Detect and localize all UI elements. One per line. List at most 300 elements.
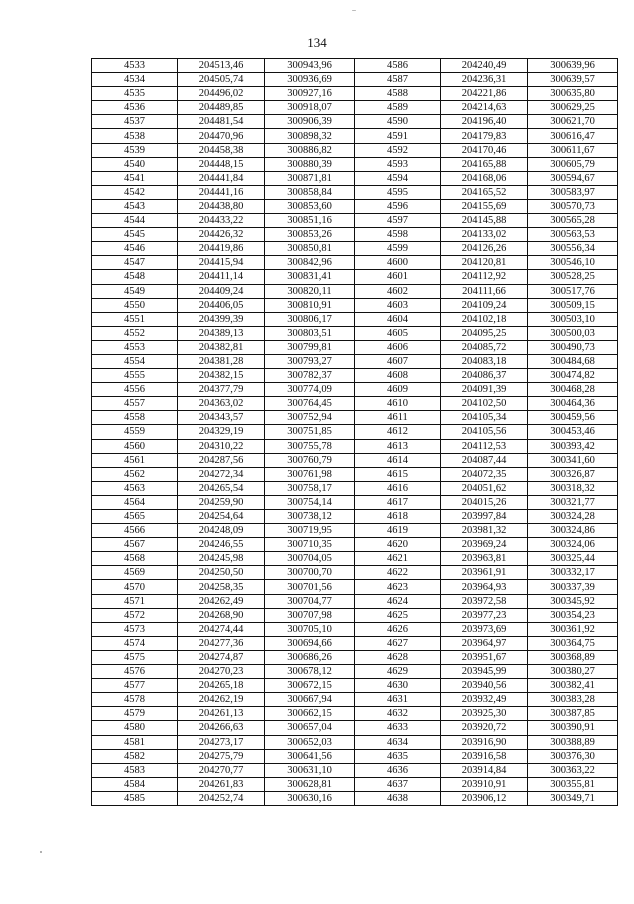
x-coordinate-left-cell: 204419,86 (178, 242, 265, 256)
table-row (92, 707, 618, 721)
x-coordinate-right-cell: 204126,26 (441, 242, 528, 256)
table-row (92, 101, 618, 115)
x-coordinate-right-cell: 203920,72 (441, 721, 528, 735)
table-row (92, 214, 618, 228)
y-coordinate-right-cell: 300376,30 (528, 749, 618, 763)
y-coordinate-right-cell: 300459,56 (528, 411, 618, 425)
y-coordinate-right-cell: 300390,91 (528, 721, 618, 735)
y-coordinate-right-cell: 300363,22 (528, 763, 618, 777)
y-coordinate-right-cell: 300594,67 (528, 171, 618, 185)
point-number-right-cell: 4611 (355, 411, 441, 425)
y-coordinate-right-cell: 300383,28 (528, 693, 618, 707)
x-coordinate-left-cell: 204277,36 (178, 636, 265, 650)
y-coordinate-right-cell: 300468,28 (528, 383, 618, 397)
point-number-left-cell: 4560 (92, 439, 178, 453)
x-coordinate-left-cell: 204254,64 (178, 510, 265, 524)
x-coordinate-right-cell: 203932,49 (441, 693, 528, 707)
y-coordinate-right-cell: 300464,36 (528, 397, 618, 411)
point-number-right-cell: 4587 (355, 73, 441, 87)
point-number-left-cell: 4582 (92, 749, 178, 763)
table-row (92, 650, 618, 664)
x-coordinate-right-cell: 204105,56 (441, 425, 528, 439)
table-row (92, 383, 618, 397)
y-coordinate-left-cell: 300764,45 (265, 397, 355, 411)
y-coordinate-left-cell: 300704,05 (265, 552, 355, 566)
x-coordinate-left-cell: 204287,56 (178, 453, 265, 467)
x-coordinate-right-cell: 204214,63 (441, 101, 528, 115)
y-coordinate-right-cell: 300364,75 (528, 636, 618, 650)
x-coordinate-left-cell: 204272,34 (178, 467, 265, 481)
y-coordinate-right-cell: 300326,87 (528, 467, 618, 481)
x-coordinate-left-cell: 204310,22 (178, 439, 265, 453)
point-number-right-cell: 4632 (355, 707, 441, 721)
y-coordinate-left-cell: 300936,69 (265, 73, 355, 87)
x-coordinate-right-cell: 203914,84 (441, 763, 528, 777)
y-coordinate-right-cell: 300361,92 (528, 622, 618, 636)
x-coordinate-right-cell: 203925,30 (441, 707, 528, 721)
point-number-left-cell: 4551 (92, 312, 178, 326)
y-coordinate-right-cell: 300321,77 (528, 495, 618, 509)
table-row (92, 397, 618, 411)
point-number-left-cell: 4573 (92, 622, 178, 636)
y-coordinate-left-cell: 300657,04 (265, 721, 355, 735)
point-number-left-cell: 4548 (92, 270, 178, 284)
point-number-left-cell: 4541 (92, 171, 178, 185)
y-coordinate-left-cell: 300630,16 (265, 791, 355, 805)
table-row (92, 73, 618, 87)
x-coordinate-left-cell: 204265,18 (178, 679, 265, 693)
y-coordinate-right-cell: 300382,41 (528, 679, 618, 693)
y-coordinate-left-cell: 300667,94 (265, 693, 355, 707)
point-number-left-cell: 4554 (92, 354, 178, 368)
y-coordinate-left-cell: 300755,78 (265, 439, 355, 453)
point-number-left-cell: 4575 (92, 650, 178, 664)
table-row (92, 467, 618, 481)
table-row (92, 199, 618, 213)
x-coordinate-left-cell: 204262,49 (178, 594, 265, 608)
x-coordinate-left-cell: 204389,13 (178, 326, 265, 340)
y-coordinate-left-cell: 300704,77 (265, 594, 355, 608)
y-coordinate-right-cell: 300332,17 (528, 566, 618, 580)
y-coordinate-right-cell: 300611,67 (528, 143, 618, 157)
x-coordinate-right-cell: 204236,31 (441, 73, 528, 87)
x-coordinate-left-cell: 204441,84 (178, 171, 265, 185)
x-coordinate-right-cell: 203997,84 (441, 510, 528, 524)
x-coordinate-left-cell: 204382,81 (178, 340, 265, 354)
x-coordinate-right-cell: 204102,18 (441, 312, 528, 326)
table-row (92, 791, 618, 805)
point-number-left-cell: 4545 (92, 228, 178, 242)
y-coordinate-right-cell: 300341,60 (528, 453, 618, 467)
point-number-right-cell: 4628 (355, 650, 441, 664)
x-coordinate-left-cell: 204343,57 (178, 411, 265, 425)
point-number-right-cell: 4609 (355, 383, 441, 397)
y-coordinate-left-cell: 300886,82 (265, 143, 355, 157)
y-coordinate-right-cell: 300503,10 (528, 312, 618, 326)
x-coordinate-right-cell: 204112,92 (441, 270, 528, 284)
point-number-right-cell: 4617 (355, 495, 441, 509)
y-coordinate-right-cell: 300565,28 (528, 214, 618, 228)
table-row (92, 284, 618, 298)
point-number-left-cell: 4550 (92, 298, 178, 312)
x-coordinate-left-cell: 204273,17 (178, 735, 265, 749)
table-row (92, 157, 618, 171)
table-row (92, 608, 618, 622)
y-coordinate-left-cell: 300628,81 (265, 777, 355, 791)
table-row (92, 369, 618, 383)
x-coordinate-left-cell: 204458,38 (178, 143, 265, 157)
point-number-right-cell: 4622 (355, 566, 441, 580)
x-coordinate-right-cell: 203940,56 (441, 679, 528, 693)
point-number-right-cell: 4589 (355, 101, 441, 115)
point-number-right-cell: 4595 (355, 185, 441, 199)
y-coordinate-right-cell: 300318,32 (528, 481, 618, 495)
x-coordinate-right-cell: 204083,18 (441, 354, 528, 368)
point-number-left-cell: 4569 (92, 566, 178, 580)
y-coordinate-right-cell: 300639,96 (528, 59, 618, 73)
y-coordinate-left-cell: 300686,26 (265, 650, 355, 664)
y-coordinate-left-cell: 300672,15 (265, 679, 355, 693)
y-coordinate-right-cell: 300380,27 (528, 665, 618, 679)
point-number-right-cell: 4630 (355, 679, 441, 693)
point-number-left-cell: 4584 (92, 777, 178, 791)
y-coordinate-left-cell: 300774,09 (265, 383, 355, 397)
x-coordinate-right-cell: 204168,06 (441, 171, 528, 185)
x-coordinate-left-cell: 204381,28 (178, 354, 265, 368)
point-number-left-cell: 4540 (92, 157, 178, 171)
point-number-right-cell: 4614 (355, 453, 441, 467)
x-coordinate-right-cell: 204105,34 (441, 411, 528, 425)
point-number-left-cell: 4572 (92, 608, 178, 622)
point-number-left-cell: 4565 (92, 510, 178, 524)
table-row (92, 777, 618, 791)
point-number-left-cell: 4563 (92, 481, 178, 495)
x-coordinate-right-cell: 204165,52 (441, 185, 528, 199)
point-number-right-cell: 4596 (355, 199, 441, 213)
table-row (92, 665, 618, 679)
table-row (92, 763, 618, 777)
table-row (92, 115, 618, 129)
point-number-right-cell: 4625 (355, 608, 441, 622)
x-coordinate-left-cell: 204270,23 (178, 665, 265, 679)
table-row (92, 538, 618, 552)
point-number-left-cell: 4580 (92, 721, 178, 735)
y-coordinate-left-cell: 300719,95 (265, 524, 355, 538)
x-coordinate-left-cell: 204489,85 (178, 101, 265, 115)
point-number-right-cell: 4634 (355, 735, 441, 749)
x-coordinate-right-cell: 203969,24 (441, 538, 528, 552)
table-row (92, 354, 618, 368)
x-coordinate-right-cell: 204112,53 (441, 439, 528, 453)
table-row (92, 622, 618, 636)
point-number-left-cell: 4534 (92, 73, 178, 87)
y-coordinate-left-cell: 300705,10 (265, 622, 355, 636)
point-number-right-cell: 4610 (355, 397, 441, 411)
table-row (92, 510, 618, 524)
table-row (92, 298, 618, 312)
x-coordinate-right-cell: 203906,12 (441, 791, 528, 805)
x-coordinate-left-cell: 204409,24 (178, 284, 265, 298)
y-coordinate-left-cell: 300662,15 (265, 707, 355, 721)
point-number-right-cell: 4618 (355, 510, 441, 524)
point-number-left-cell: 4579 (92, 707, 178, 721)
table-row (92, 566, 618, 580)
y-coordinate-right-cell: 300629,25 (528, 101, 618, 115)
x-coordinate-right-cell: 204170,46 (441, 143, 528, 157)
x-coordinate-left-cell: 204496,02 (178, 87, 265, 101)
y-coordinate-left-cell: 300758,17 (265, 481, 355, 495)
y-coordinate-right-cell: 300517,76 (528, 284, 618, 298)
table-row (92, 129, 618, 143)
y-coordinate-left-cell: 300831,41 (265, 270, 355, 284)
x-coordinate-left-cell: 204246,55 (178, 538, 265, 552)
x-coordinate-left-cell: 204258,35 (178, 580, 265, 594)
x-coordinate-left-cell: 204259,90 (178, 495, 265, 509)
y-coordinate-right-cell: 300500,03 (528, 326, 618, 340)
x-coordinate-right-cell: 204072,35 (441, 467, 528, 481)
point-number-left-cell: 4561 (92, 453, 178, 467)
x-coordinate-right-cell: 204165,88 (441, 157, 528, 171)
point-number-left-cell: 4578 (92, 693, 178, 707)
point-number-left-cell: 4559 (92, 425, 178, 439)
point-number-left-cell: 4549 (92, 284, 178, 298)
point-number-right-cell: 4619 (355, 524, 441, 538)
table-row (92, 340, 618, 354)
point-number-left-cell: 4538 (92, 129, 178, 143)
point-number-right-cell: 4590 (355, 115, 441, 129)
table-row (92, 580, 618, 594)
page-number: 134 (307, 35, 327, 50)
point-number-right-cell: 4626 (355, 622, 441, 636)
y-coordinate-right-cell: 300570,73 (528, 199, 618, 213)
point-number-right-cell: 4593 (355, 157, 441, 171)
x-coordinate-left-cell: 204399,39 (178, 312, 265, 326)
point-number-left-cell: 4536 (92, 101, 178, 115)
point-number-left-cell: 4570 (92, 580, 178, 594)
point-number-left-cell: 4583 (92, 763, 178, 777)
y-coordinate-left-cell: 300761,98 (265, 467, 355, 481)
point-number-left-cell: 4543 (92, 199, 178, 213)
table-row (92, 594, 618, 608)
table-row (92, 242, 618, 256)
table-row (92, 411, 618, 425)
y-coordinate-left-cell: 300710,35 (265, 538, 355, 552)
y-coordinate-left-cell: 300799,81 (265, 340, 355, 354)
y-coordinate-right-cell: 300337,39 (528, 580, 618, 594)
point-number-right-cell: 4594 (355, 171, 441, 185)
y-coordinate-left-cell: 300918,07 (265, 101, 355, 115)
y-coordinate-right-cell: 300393,42 (528, 439, 618, 453)
y-coordinate-right-cell: 300349,71 (528, 791, 618, 805)
y-coordinate-left-cell: 300752,94 (265, 411, 355, 425)
y-coordinate-right-cell: 300635,80 (528, 87, 618, 101)
point-number-right-cell: 4637 (355, 777, 441, 791)
table-row (92, 552, 618, 566)
x-coordinate-left-cell: 204274,87 (178, 650, 265, 664)
table-row (92, 495, 618, 509)
point-number-left-cell: 4556 (92, 383, 178, 397)
y-coordinate-right-cell: 300387,85 (528, 707, 618, 721)
x-coordinate-left-cell: 204274,44 (178, 622, 265, 636)
x-coordinate-left-cell: 204252,74 (178, 791, 265, 805)
point-number-right-cell: 4631 (355, 693, 441, 707)
point-number-left-cell: 4533 (92, 59, 178, 73)
x-coordinate-left-cell: 204261,13 (178, 707, 265, 721)
x-coordinate-right-cell: 204120,81 (441, 256, 528, 270)
x-coordinate-left-cell: 204275,79 (178, 749, 265, 763)
x-coordinate-left-cell: 204265,54 (178, 481, 265, 495)
y-coordinate-right-cell: 300616,47 (528, 129, 618, 143)
y-coordinate-right-cell: 300324,06 (528, 538, 618, 552)
table-row (92, 636, 618, 650)
point-number-left-cell: 4562 (92, 467, 178, 481)
point-number-right-cell: 4627 (355, 636, 441, 650)
x-coordinate-left-cell: 204470,96 (178, 129, 265, 143)
y-coordinate-right-cell: 300621,70 (528, 115, 618, 129)
point-number-left-cell: 4542 (92, 185, 178, 199)
y-coordinate-left-cell: 300906,39 (265, 115, 355, 129)
x-coordinate-left-cell: 204441,16 (178, 185, 265, 199)
x-coordinate-right-cell: 203916,58 (441, 749, 528, 763)
point-number-left-cell: 4539 (92, 143, 178, 157)
point-number-right-cell: 4599 (355, 242, 441, 256)
x-coordinate-left-cell: 204411,14 (178, 270, 265, 284)
y-coordinate-left-cell: 300943,96 (265, 59, 355, 73)
x-coordinate-right-cell: 204133,02 (441, 228, 528, 242)
x-coordinate-right-cell: 204015,26 (441, 495, 528, 509)
point-number-right-cell: 4623 (355, 580, 441, 594)
x-coordinate-right-cell: 203961,91 (441, 566, 528, 580)
x-coordinate-right-cell: 203945,99 (441, 665, 528, 679)
point-number-left-cell: 4535 (92, 87, 178, 101)
point-number-left-cell: 4544 (92, 214, 178, 228)
table-row (92, 270, 618, 284)
y-coordinate-left-cell: 300782,37 (265, 369, 355, 383)
y-coordinate-right-cell: 300325,44 (528, 552, 618, 566)
y-coordinate-left-cell: 300707,98 (265, 608, 355, 622)
x-coordinate-right-cell: 203977,23 (441, 608, 528, 622)
y-coordinate-left-cell: 300701,56 (265, 580, 355, 594)
y-coordinate-left-cell: 300803,51 (265, 326, 355, 340)
table-row (92, 481, 618, 495)
table-row (92, 59, 618, 73)
coordinates-table (91, 58, 618, 806)
point-number-left-cell: 4547 (92, 256, 178, 270)
point-number-right-cell: 4591 (355, 129, 441, 143)
y-coordinate-left-cell: 300694,66 (265, 636, 355, 650)
y-coordinate-right-cell: 300474,82 (528, 369, 618, 383)
y-coordinate-right-cell: 300355,81 (528, 777, 618, 791)
table-row (92, 312, 618, 326)
point-number-right-cell: 4603 (355, 298, 441, 312)
y-coordinate-right-cell: 300484,68 (528, 354, 618, 368)
y-coordinate-right-cell: 300490,73 (528, 340, 618, 354)
x-coordinate-left-cell: 204262,19 (178, 693, 265, 707)
point-number-left-cell: 4546 (92, 242, 178, 256)
point-number-right-cell: 4600 (355, 256, 441, 270)
point-number-left-cell: 4571 (92, 594, 178, 608)
y-coordinate-left-cell: 300700,70 (265, 566, 355, 580)
table-row (92, 185, 618, 199)
point-number-right-cell: 4592 (355, 143, 441, 157)
y-coordinate-left-cell: 300853,26 (265, 228, 355, 242)
point-number-left-cell: 4553 (92, 340, 178, 354)
table-row (92, 453, 618, 467)
y-coordinate-right-cell: 300528,25 (528, 270, 618, 284)
y-coordinate-right-cell: 300345,92 (528, 594, 618, 608)
x-coordinate-right-cell: 204095,25 (441, 326, 528, 340)
y-coordinate-left-cell: 300871,81 (265, 171, 355, 185)
y-coordinate-right-cell: 300354,23 (528, 608, 618, 622)
point-number-left-cell: 4537 (92, 115, 178, 129)
table-row (92, 749, 618, 763)
point-number-right-cell: 4606 (355, 340, 441, 354)
point-number-left-cell: 4568 (92, 552, 178, 566)
point-number-right-cell: 4621 (355, 552, 441, 566)
y-coordinate-right-cell: 300605,79 (528, 157, 618, 171)
point-number-right-cell: 4586 (355, 59, 441, 73)
point-number-left-cell: 4552 (92, 326, 178, 340)
x-coordinate-right-cell: 204155,69 (441, 199, 528, 213)
point-number-right-cell: 4608 (355, 369, 441, 383)
y-coordinate-left-cell: 300678,12 (265, 665, 355, 679)
x-coordinate-left-cell: 204438,80 (178, 199, 265, 213)
point-number-left-cell: 4585 (92, 791, 178, 805)
x-coordinate-left-cell: 204250,50 (178, 566, 265, 580)
y-coordinate-left-cell: 300641,56 (265, 749, 355, 763)
table-row (92, 87, 618, 101)
point-number-right-cell: 4605 (355, 326, 441, 340)
point-number-left-cell: 4566 (92, 524, 178, 538)
point-number-right-cell: 4607 (355, 354, 441, 368)
table-row (92, 693, 618, 707)
y-coordinate-left-cell: 300631,10 (265, 763, 355, 777)
point-number-right-cell: 4624 (355, 594, 441, 608)
x-coordinate-right-cell: 203964,97 (441, 636, 528, 650)
table-row (92, 524, 618, 538)
x-coordinate-right-cell: 204145,88 (441, 214, 528, 228)
x-coordinate-left-cell: 204270,77 (178, 763, 265, 777)
x-coordinate-right-cell: 204091,39 (441, 383, 528, 397)
point-number-right-cell: 4588 (355, 87, 441, 101)
coordinates-table-body (92, 59, 618, 806)
point-number-right-cell: 4601 (355, 270, 441, 284)
x-coordinate-right-cell: 204085,72 (441, 340, 528, 354)
table-row (92, 721, 618, 735)
y-coordinate-left-cell: 300751,85 (265, 425, 355, 439)
y-coordinate-right-cell: 300324,86 (528, 524, 618, 538)
x-coordinate-right-cell: 204086,37 (441, 369, 528, 383)
y-coordinate-right-cell: 300453,46 (528, 425, 618, 439)
y-coordinate-right-cell: 300388,89 (528, 735, 618, 749)
y-coordinate-right-cell: 300583,97 (528, 185, 618, 199)
point-number-left-cell: 4581 (92, 735, 178, 749)
y-coordinate-left-cell: 300858,84 (265, 185, 355, 199)
x-coordinate-right-cell: 203964,93 (441, 580, 528, 594)
x-coordinate-left-cell: 204377,79 (178, 383, 265, 397)
y-coordinate-left-cell: 300898,32 (265, 129, 355, 143)
y-coordinate-left-cell: 300880,39 (265, 157, 355, 171)
x-coordinate-right-cell: 203916,90 (441, 735, 528, 749)
y-coordinate-right-cell: 300546,10 (528, 256, 618, 270)
y-coordinate-left-cell: 300793,27 (265, 354, 355, 368)
table-row (92, 679, 618, 693)
x-coordinate-left-cell: 204329,19 (178, 425, 265, 439)
y-coordinate-left-cell: 300760,79 (265, 453, 355, 467)
y-coordinate-left-cell: 300820,11 (265, 284, 355, 298)
x-coordinate-left-cell: 204481,54 (178, 115, 265, 129)
table-row (92, 143, 618, 157)
